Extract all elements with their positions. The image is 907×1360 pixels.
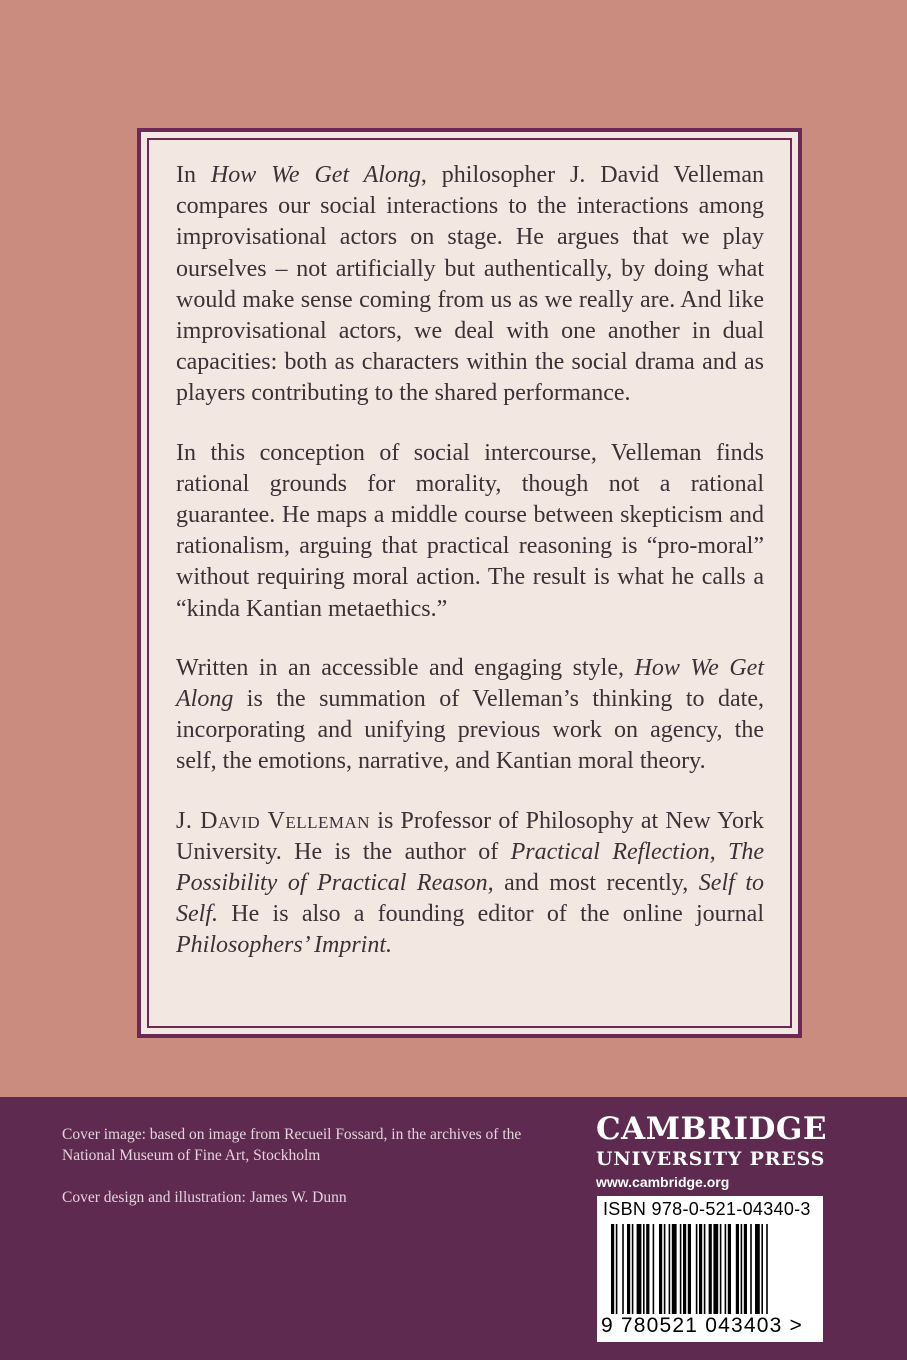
barcode-bar [755, 1224, 760, 1314]
barcode-bar [720, 1224, 722, 1314]
barcode-bar [709, 1224, 712, 1314]
barcode-bar [637, 1224, 642, 1314]
cover-design-credit: Cover design and illustration: James W. Dunn [62, 1189, 347, 1206]
barcode-bar [688, 1224, 691, 1314]
author-name: J. David Velleman [176, 807, 371, 834]
book-title: How We Get Along [176, 654, 765, 713]
barcode-bar [713, 1224, 718, 1314]
isbn-barcode [597, 1196, 823, 1342]
barcode-bars [611, 1224, 811, 1314]
barcode-bar [761, 1224, 763, 1314]
barcode-bar [643, 1224, 645, 1314]
barcode-bar [725, 1224, 727, 1314]
publisher-url: www.cambridge.org [596, 1174, 730, 1190]
publisher-subtitle: UNIVERSITY PRESS [596, 1148, 826, 1170]
blurb-paragraph-2: In this conception of social intercourse, Velleman finds rational grounds for morality, though not a rational guarantee. He maps a middle course between skepticism and rationalism, arguing that practical reasoning is “pro-moral” without requiring moral action. The result is what he calls a “kinda Kantian metaethics.” [176, 439, 764, 622]
barcode-bar [728, 1224, 731, 1314]
barcode-bar [766, 1224, 768, 1314]
barcode-bar [741, 1224, 743, 1314]
barcode-digits: 9 780521 043403 > [601, 1314, 803, 1337]
barcode-bar [616, 1224, 618, 1314]
isbn-label: ISBN 978-0-521-04340-3 [603, 1199, 811, 1219]
blurb-paragraph-3: Written in an accessible and engaging style, How We Get Along is the summation of Velleman’s thinking to date, incorporating and unifying previous work on agency, the self, the emotions, narrative, and Kantian moral theory. [176, 654, 765, 775]
barcode-bar [632, 1224, 634, 1314]
cover-credits [62, 1124, 562, 1229]
barcode-bar [680, 1224, 682, 1314]
barcode-bar [699, 1224, 702, 1314]
barcode-bar [622, 1224, 624, 1314]
barcode-bar [627, 1224, 630, 1314]
publisher-name: CAMBRIDGE [596, 1111, 827, 1147]
publisher-logo [596, 1110, 836, 1190]
barcode-bar [669, 1224, 671, 1314]
barcode-bar [744, 1224, 747, 1314]
barcode-bar [736, 1224, 739, 1314]
cover-image-credit: Cover image: based on image from Recueil Fossard, in the archives of the National Museum of Fine Art, Stockholm [62, 1126, 522, 1164]
barcode-bar [696, 1224, 698, 1314]
blurb-paragraph-1: In How We Get Along, philosopher J. David Velleman compares our social interactions to the interactions among improvisational actors on stage. He argues that we play ourselves – not artificially but authentically, by doing what would make sense coming from us as we really are. And like improvisational actors, we deal with one another in dual capacities: both as characters within the social drama and as players contributing to the shared performance. [176, 162, 764, 407]
author-bio: J. David Velleman is Professor of Philosophy at New York University. He is the author of Practical Reflection, The Possibility of Practical Reason, and most recently, Self to Self. He is also a founding editor of the online journal Philosophers’ Imprint. [176, 807, 764, 959]
barcode-bar [683, 1224, 686, 1314]
barcode-bar [611, 1224, 614, 1314]
back-cover-blurb [176, 160, 764, 990]
barcode-bar [672, 1224, 677, 1314]
barcode-bar [659, 1224, 662, 1314]
barcode-bar [704, 1224, 706, 1314]
barcode-bar [646, 1224, 649, 1314]
barcode-bar [664, 1224, 666, 1314]
book-title: How We Get Along [210, 162, 421, 188]
barcode-bar [653, 1224, 655, 1314]
barcode-bar [750, 1224, 752, 1314]
